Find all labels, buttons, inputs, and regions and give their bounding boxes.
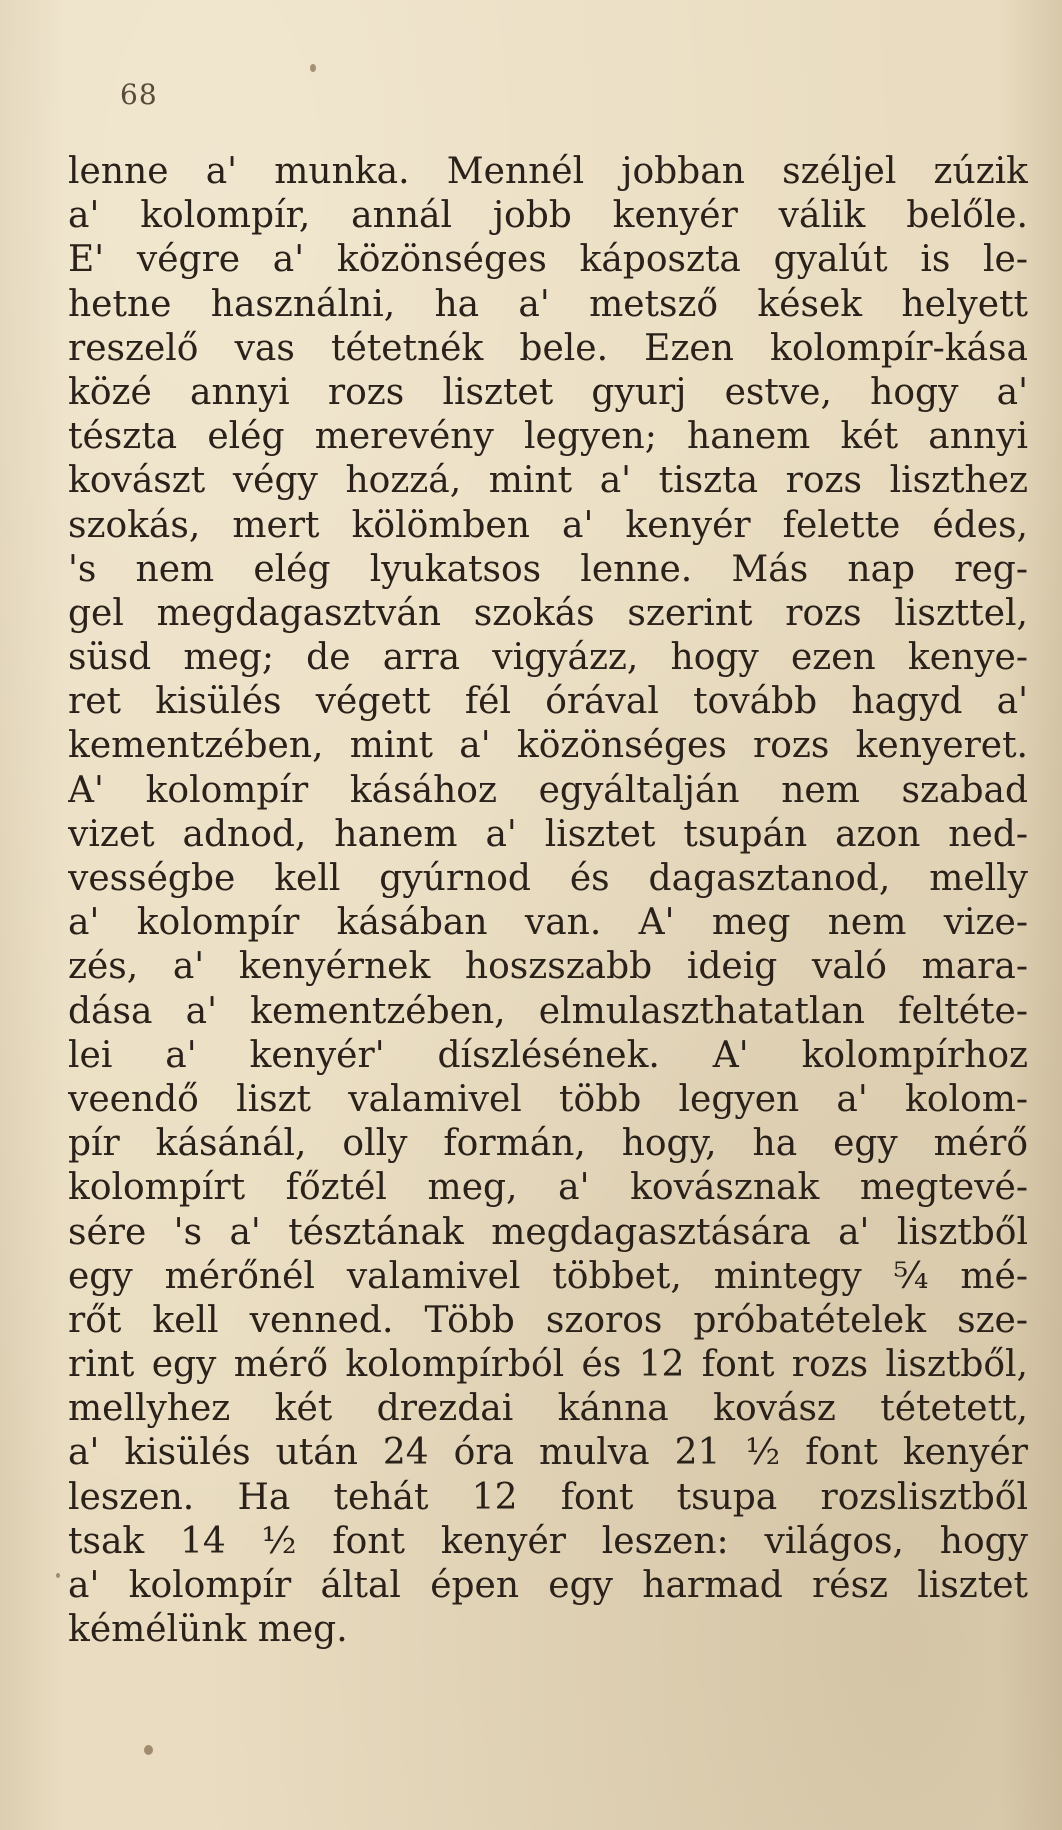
text-line: sére 's a' tésztának megdagasztására a' lisztből [68,1211,1028,1253]
text-line: kovászt végy hozzá, mint a' tiszta rozs liszthez [68,460,1028,502]
text-line: dása a' kementzében, elmulaszthatatlan feltéte- [68,990,1028,1032]
text-line: lenne a' munka. Mennél jobban széljel zúzik [68,151,1028,192]
text-line: vességbe kell gyúrnod és dagasztanod, melly [68,858,1028,899]
text-line: süsd meg; de arra vigyázz, hogy ezen kenye- [68,637,1028,679]
text-line: hetne használni, ha a' metsző kések helyett [68,283,1028,325]
ink-spot [310,64,316,72]
text-line: E' végre a' közönséges káposzta gyalút is le- [68,239,1028,281]
text-line: veendő liszt valamivel több legyen a' kolom- [68,1078,1028,1120]
ink-spot [144,1745,153,1755]
text-line: kementzében, mint a' közönséges rozs kenyeret. [68,725,1028,767]
text-line: pír kásánál, olly formán, hogy, ha egy mérő [68,1123,1028,1165]
text-line: a' kisülés után 24 óra mulva 21 ½ font kenyér [68,1432,1028,1474]
text-line: zés, a' kenyérnek hoszszabb ideig való mara- [68,946,1028,988]
text-line: mellyhez két drezdai kánna kovász tétetett, [68,1388,1028,1430]
text-line: egy mérőnél valamivel többet, mintegy ⁵⁄₄ mé- [68,1255,1028,1297]
text-line: vizet adnod, hanem a' lisztet tsupán azon ned- [68,813,1028,855]
body-text [68,150,1028,1652]
text-line: a' kolompír által épen egy harmad rész lisztet [68,1565,1028,1606]
text-line: gel megdagasztván szokás szerint rozs liszttel, [68,592,1028,634]
text-line: rint egy mérő kolompírból és 12 font rozs lisztből, [68,1344,1028,1386]
text-line: szokás, mert kölömben a' kenyér felette édes, [68,504,1028,546]
text-line: a' kolompír, annál jobb kenyér válik belőle. [68,195,1028,237]
text-line: tsak 14 ½ font kenyér leszen: világos, hogy [68,1520,1028,1562]
text-line: közé annyi rozs lisztet gyurj estve, hogy a' [68,371,1028,413]
text-line: 's nem elég lyukatsos lenne. Más nap reg- [68,548,1028,590]
text-line: tészta elég merevény legyen; hanem két annyi [68,416,1028,458]
text-line: reszelő vas tétetnék bele. Ezen kolompír-kása [68,327,1028,369]
text-line: kémélünk meg. [68,1609,348,1651]
ink-spot [56,1573,60,1578]
text-line: a' kolompír kásában van. A' meg nem vize- [68,902,1028,944]
text-line: rőt kell venned. Több szoros próbatételek sze- [68,1299,1028,1341]
text-line: A' kolompír kásához egyáltalján nem szabad [68,769,1028,811]
text-line: kolompírt főztél meg, a' kovásznak megtevé- [68,1167,1028,1209]
text-line: leszen. Ha tehát 12 font tsupa rozslisztből [68,1476,1028,1518]
text-line: lei a' kenyér' díszlésének. A' kolompírhoz [68,1034,1028,1076]
page-number: 68 [120,78,158,111]
text-line: ret kisülés végett fél órával tovább hagyd a' [68,681,1028,723]
